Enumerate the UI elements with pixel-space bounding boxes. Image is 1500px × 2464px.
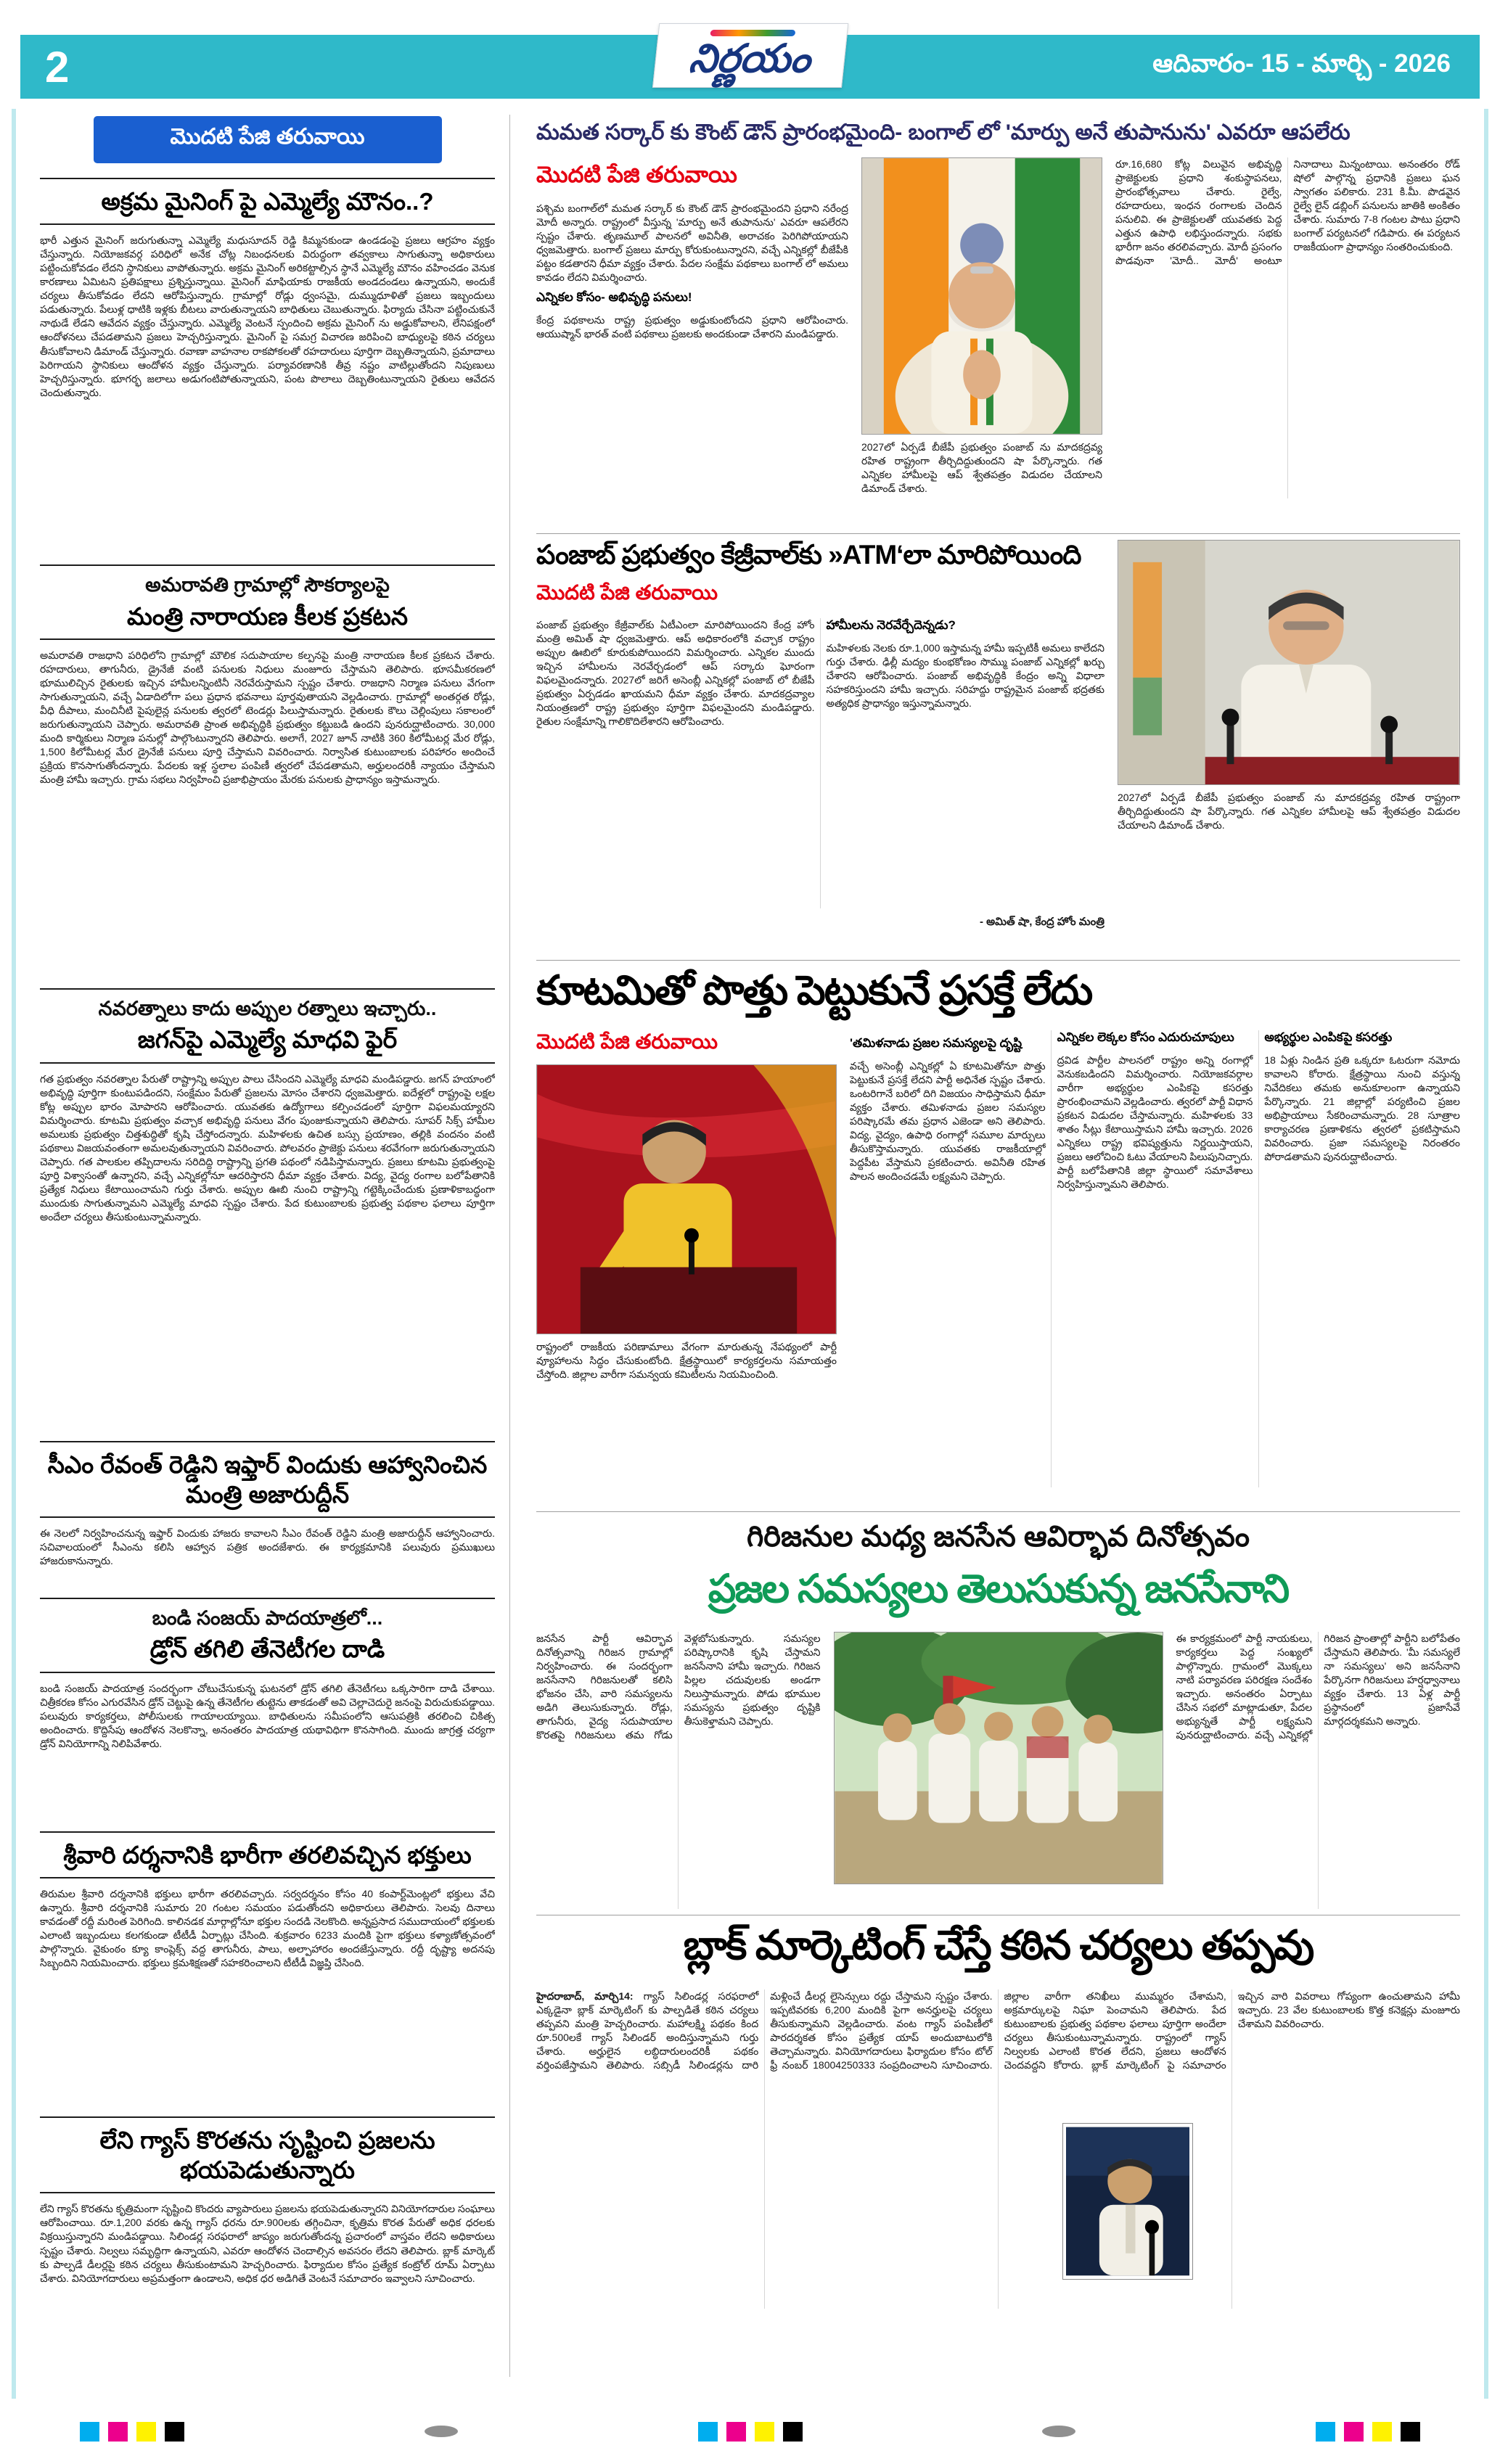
article-madhavi <box>40 988 495 1429</box>
byline: - అమిత్ షా, కేంద్ర హోం మంత్రి <box>979 916 1104 928</box>
headline: మమత సర్కార్ కు కౌంట్ డౌన్ ప్రారంభమైంది- బంగాల్ లో 'మార్పు అనే తుపానును' ఎవరూ ఆపలేరు <box>536 120 1351 144</box>
headline: అక్రమ మైనింగ్ పై ఎమ్మెల్యే మౌనం..? <box>101 188 434 215</box>
reg-group-left <box>80 2422 184 2442</box>
article-body: ఈ కార్యక్రమంలో పార్టీ నాయకులు, కార్యకర్తలు పెద్ద సంఖ్యలో పాల్గొన్నారు. గ్రామంలో మొక్కలు నాటి పర్యావరణ పరిరక్షణ సందేశం ఇచ్చారు. అనంతరం ఏర్పాటు చేసిన సభలో మాట్లాడుతూ, పేదల అభ్యున్నతే పార్టీ లక్ష్యమని పునరుద్ఘాటించారు. వచ్చే ఎన్నికల్లో గిరిజన ప్రాంతాల్లో పార్టీని బలోపేతం చేస్తామని తెలిపారు. 'మీ సమస్యలే నా సమస్యలు' అని జనసేనాని పేర్కొనగా గిరిజనులు హర్షధ్వానాలు వ్యక్తం చేశారు. 13 ఏళ్ల పార్టీ ప్రస్థానంలో ప్రజాసేవే మార్గదర్శకమని అన్నారు. <box>1176 1633 1460 1741</box>
inline-subhead: అభ్యర్థుల ఎంపికపై కసరత్తు <box>1264 1030 1393 1044</box>
article-drone-bees <box>40 1598 495 1820</box>
article-body: అమరావతి రాజధాని పరిధిలోని గ్రామాల్లో మౌలిక సదుపాయాల కల్పనపై మంత్రి నారాయణ కీలక ప్రకటన చేశారు. రహదారులు, తాగునీరు, డ్రైనేజీ వంటి పనులకు నిధులు మంజూరు చేస్తామని తెలిపారు. భూసమీకరణలో భూములిచ్చిన రైతులకు ఇచ్చిన హామీలన్నింటినీ నెరవేరుస్తామని స్పష్టం చేశారు. రాజధాని నిర్మాణ పనులు వేగంగా సాగుతున్నాయని, వచ్చే ఏడాదిలోగా పలు ప్రధాన భవనాలు పూర్తవుతాయని వెల్లడించారు. గ్రామాల్లో అంతర్గత రోడ్లు, వీధి దీపాలు, మంచినీటి పైపులైన్ల పనులకు త్వరలో టెండర్లు పిలుస్తామన్నారు. రైతులకు కౌలు చెల్లింపులు సకాలంలో జరుగుతున్నాయని చెప్పారు. అమరావతి ప్రాంత అభివృద్ధికి ప్రభుత్వం కట్టుబడి ఉందని పునరుద్ఘాటించారు. 30,000 మంది కార్మికులు నిర్మాణ పనుల్లో పాల్గొంటున్నారని తెలిపారు. అలాగే, 2027 జూన్ నాటికి 360 కిలోమీటర్ల మేర రోడ్లు, 1,500 కిలోమీటర్ల మేర డ్రైనేజీ పనులు పూర్తి చేస్తామని వివరించారు. నిర్వాసిత కుటుంబాలకు పరిహారం అందించే ప్రక్రియ కొనసాగుతోందన్నారు. పేదలకు ఇళ్ల స్థలాల పంపిణీ త్వరలో చేపడతామని, అర్హులందరికీ న్యాయం చేస్తామని మంత్రి హామీ ఇచ్చారు. గ్రామ సభలు నిర్వహించి ప్రజాభిప్రాయం మేరకు పనులకు ప్రాధాన్యం ఇస్తామన్నారు. <box>40 649 495 786</box>
article-body: రూ.16,680 కోట్ల విలువైన అభివృద్ధి ప్రాజెక్టులకు ప్రధాని శంకుస్థాపనలు, ప్రారంభోత్సవాలు చేశారు. రైల్వే, రహదారులు, ఇంధన రంగాలకు చెందిన పనులివి. ఈ ప్రాజెక్టులతో యువతకు పెద్ద ఎత్తున ఉపాధి లభిస్తుందన్నారు. సభకు భారీగా జనం తరలివచ్చారు. మోదీ ప్రసంగం పొడవునా 'మోదీ.. మోదీ' అంటూ నినాదాలు మిన్నంటాయి. అనంతరం రోడ్ షోలో పాల్గొన్న ప్రధానికి ప్రజలు ఘన స్వాగతం పలికారు. 231 కి.మీ. పొడవైన రైల్వే లైన్ డబ్లింగ్ పనులను జాతికి అంకితం చేశారు. సుమారు 7-8 గంటల పాటు ప్రధాని బంగాల్ పర్యటనలో గడిపారు. ఈ పర్యటన రాజకీయంగా ప్రాధాన్యం సంతరించుకుంది. <box>1115 158 1460 267</box>
article-srivari <box>40 1831 495 2105</box>
page-number: 2 <box>45 42 70 91</box>
article-body: బండి సంజయ్ పాదయాత్ర సందర్భంగా చోటుచేసుకున్న ఘటనలో డ్రోన్ తగిలి తేనెటీగలు ఒక్కసారిగా దాడి చేశాయి. చిత్రీకరణ కోసం ఎగురవేసిన డ్రోన్ చెట్టుపై ఉన్న తేనెటీగల తుట్టెను తాకడంతో అవి చెల్లాచెదురై జనంపై విరుచుకుపడ్డాయి. పలువురు కార్యకర్తలు, పోలీసులకు గాయాలయ్యాయి. బాధితులను సమీపంలోని ఆసుపత్రికి తరలించి చికిత్స అందించారు. కొద్దిసేపు ఆందోళన నెలకొన్నా, అనంతరం పాదయాత్ర యథావిధిగా కొనసాగింది. ముందు జాగ్రత్త చర్యగా డ్రోన్ వినియోగాన్ని నిలిపివేశారు. <box>40 1682 495 1749</box>
article-body: మహిళలకు నెలకు రూ.1,000 ఇస్తామన్న హామీ ఇప్పటికీ అమలు కాలేదని గుర్తు చేశారు. ఢిల్లీ మద్యం కుంభకోణం సొమ్ము పంజాబ్ ఎన్నికల్లో ఖర్చు చేశారని ఆరోపించారు. పంజాబ్ అభివృద్ధికి కేంద్రం అన్ని విధాలా సహకరిస్తుందని హామీ ఇచ్చారు. సరిహద్దు రాష్ట్రమైన పంజాబ్ భద్రతకు అత్యధిక ప్రాధాన్యం ఇస్తున్నామన్నారు. <box>826 642 1104 710</box>
kicker: బండి సంజయ్ పాదయాత్రలో... <box>152 1607 383 1630</box>
dateline: హైదరాబాద్, మార్చి14: <box>536 1990 634 2002</box>
yellow-swatch <box>755 2422 774 2442</box>
photo-modi <box>861 157 1102 435</box>
headline: లేని గ్యాస్ కొరతను సృష్టించి ప్రజలను భయపెడుతున్నారు <box>99 2126 435 2184</box>
edition-date: ఆదివారం- 15 - మార్చి - 2026 <box>1152 49 1451 78</box>
right-edge-rule <box>1484 109 1488 2399</box>
headline: కూటమితో పొత్తు పెట్టుకునే ప్రసక్తే లేదు <box>536 967 1092 1013</box>
black-swatch <box>165 2422 184 2442</box>
right-column <box>536 115 1460 2377</box>
headline: జగన్‌పై ఎమ్మెల్యే మాధవి ఫైర్ <box>137 1026 398 1054</box>
headline: బ్లాక్ మార్కెటింగ్ చేస్తే కఠిన చర్యలు తప్పవు <box>683 1922 1313 1968</box>
photo-kootami-illustration <box>537 1065 836 1334</box>
article-gas-shortage <box>40 2116 495 2377</box>
magenta-swatch <box>726 2422 746 2442</box>
article-body: ఈ నెలలో నిర్వహించనున్న ఇఫ్తార్ విందుకు హాజరు కావాలని సీఎం రేవంత్ రెడ్డిని మంత్రి అజారుద్దీన్ ఆహ్వానించారు. సచివాలయంలో సీఎంను కలిసి ఆహ్వాన పత్రిక అందజేశారు. ఈ కార్యక్రమానికి పలువురు ప్రముఖులు హాజరుకానున్నారు. <box>40 1527 495 1567</box>
headline: మంత్రి నారాయణ కీలక ప్రకటన <box>126 602 409 630</box>
article-body: లేని గ్యాస్ కొరతను కృత్రిమంగా సృష్టించి కొందరు వ్యాపారులు ప్రజలను భయపెడుతున్నారని వినియోగదారుల సంఘాలు ఆరోపించాయి. రూ.1,200 వరకు ఉన్న గ్యాస్ ధరను రూ.900లకు తగ్గించినా, కృత్రిమ కొరత పేరుతో అధిక ధరలకు విక్రయిస్తున్నారని మండిపడ్డాయి. సిలిండర్ల సరఫరాలో జాప్యం జరుగుతోందన్న ప్రచారంలో వాస్తవం లేదని అధికారులు స్పష్టం చేశారు. నిల్వలు సమృద్ధిగా ఉన్నాయని, ఎవరూ ఆందోళన చెందాల్సిన అవసరం లేదని తెలిపారు. బ్లాక్ మార్కెట్ కు పాల్పడే డీలర్లపై కఠిన చర్యలు తీసుకుంటామని హెచ్చరించారు. ఫిర్యాదుల కోసం ప్రత్యేక కంట్రోల్ రూమ్ ఏర్పాటు చేశారు. వినియోగదారులు అప్రమత్తంగా ఉండాలని, అధిక ధర అడిగితే వెంటనే సమాచారం ఇవ్వాలని సూచించారు. <box>40 2203 495 2284</box>
article-body: భారీ ఎత్తున మైనింగ్ జరుగుతున్నా ఎమ్మెల్యే మధుసూదన్ రెడ్డి కిమ్మనకుండా ఉండడంపై ప్రజలు ఆగ్రహం వ్యక్తం చేస్తున్నారు. నియోజకవర్గ పరిధిలో అనేక చోట్ల నిబంధనలకు విరుద్ధంగా తవ్వకాలు సాగుతున్నా అధికారులు పట్టించుకోవడం లేదని స్థానికులు వాపోతున్నారు. అక్రమ మైనింగ్ అరికట్టాల్సిన స్థానే ఎమ్మెల్యే మౌనం వహించడం వెనుక కారణాలు ఏమిటని ప్రతిపక్షాలు ప్రశ్నిస్తున్నాయి. మైనింగ్ మాఫియాకు రాజకీయ అండదండలు ఉన్నాయని, అందుకే చర్యలు తీసుకోవడం లేదని ఆరోపిస్తున్నారు. గ్రామాల్లో రోడ్లు ధ్వంసమై, దుమ్ముధూళితో ప్రజలు ఇబ్బందులు పడుతున్నారు. పేలుళ్ల ధాటికి ఇళ్లకు బీటలు వారుతున్నాయని బాధితులు చెబుతున్నారు. ఫిర్యాదు చేసినా పట్టించుకునే నాథుడే లేడని ఆవేదన వ్యక్తం చేస్తున్నారు. ఎమ్మెల్యే వెంటనే స్పందించి అక్రమ మైనింగ్ ను అడ్డుకోవాలని, లేనిపక్షంలో ఆందోళనలు చేపడతామని ప్రజలు హెచ్చరిస్తున్నారు. మైనింగ్ పై సమగ్ర విచారణ జరిపించి బాధ్యులపై కఠిన చర్యలు తీసుకోవాలని డిమాండ్ చేస్తున్నారు. రవాణా వాహనాల రాకపోకలతో రహదారులు పూర్తిగా దెబ్బతిన్నాయని, ప్రమాదాలు పెరిగాయని స్థానికులు ఆందోళన వ్యక్తం చేస్తున్నారు. పర్యావరణానికి తీవ్ర నష్టం వాటిల్లుతోందని నిపుణులు హెచ్చరిస్తున్నారు. భూగర్భ జలాలు అడుగంటిపోతున్నాయని, పంట పొలాలు దెబ్బతింటున్నాయని రైతులు ఆవేదన చెందుతున్నారు. <box>40 234 495 398</box>
continuation-label: మొదటి పేజి తరువాయి <box>536 581 718 604</box>
photo-amit-shah <box>1118 540 1460 785</box>
article-body: ద్రవిడ పార్టీల పాలనలో రాష్ట్రం అన్ని రంగాల్లో వెనుకబడిందని విమర్శించారు. నియోజకవర్గాల వారీగా అభ్యర్థుల ఎంపికపై కసరత్తు ప్రారంభించామని వెల్లడించారు. త్వరలో పార్టీ విధాన ప్రకటన విడుదల చేస్తామన్నారు. మహిళలకు 33 శాతం సీట్లు కేటాయిస్తామని హామీ ఇచ్చారు. 2026 ఎన్నికలు రాష్ట్ర భవిష్యత్తును నిర్ణయిస్తాయని, ప్రజలు ఆలోచించి ఓటు వేయాలని పిలుపునిచ్చారు. పార్టీ బలోపేతానికి జిల్లా స్థాయిలో సమావేశాలు నిర్వహిస్తున్నామని తెలిపారు. <box>1057 1054 1253 1191</box>
article-mamata-countdown <box>536 115 1460 534</box>
article-body: 2027లో ఏర్పడే బీజేపీ ప్రభుత్వం పంజాబ్ ను మాదకద్రవ్య రహిత రాష్ట్రంగా తీర్చిదిద్దుతుందని షా పేర్కొన్నారు. గత ఎన్నికల హామీలపై ఆప్ శ్వేతపత్రం విడుదల చేయాలని డిమాండ్ చేశారు. <box>861 441 1102 495</box>
article-body: 18 ఏళ్లు నిండిన ప్రతి ఒక్కరూ ఓటరుగా నమోదు కావాలని కోరారు. క్షేత్రస్థాయి నుంచి వస్తున్న నివేదికలు తమకు అనుకూలంగా ఉన్నాయని పేర్కొన్నారు. 21 జిల్లాల్లో పర్యటించి ప్రజల అభిప్రాయాలు సేకరించామన్నారు. 28 సూత్రాల కార్యాచరణ ప్రణాళికను త్వరలో ప్రకటిస్తామని వివరించారు. ప్రజా సమస్యలపై నిరంతరం పోరాడతామని పునరుద్ఘాటించారు. <box>1264 1054 1460 1163</box>
article-no-alliance <box>536 961 1460 1512</box>
gray-oval-mark <box>425 2426 458 2437</box>
reg-group-right <box>1316 2422 1420 2442</box>
article-body-text: గ్యాస్ సిలిండర్ల సరఫరాలో ఎక్కడైనా బ్లాక్ మార్కెటింగ్ కు పాల్పడితే కఠిన చర్యలు తప్పవని మంత్రి హెచ్చరించారు. మహాలక్ష్మి పథకం కింద రూ.500లకే గ్యాస్ సిలిండర్ అందిస్తున్నామని గుర్తు చేశారు. అర్హులైన లబ్ధిదారులందరికీ పథకం వర్తింపజేస్తామని తెలిపారు. సబ్సిడీ సిలిండర్లను దారి మళ్లించే డీలర్ల లైసెన్సులు రద్దు చేస్తామని స్పష్టం చేశారు. ఇప్పటివరకు 6,200 మందికి పైగా అనర్హులపై చర్యలు తీసుకున్నామని వెల్లడించారు. వంట గ్యాస్ పంపిణీలో పారదర్శకత కోసం ప్రత్యేక యాప్ అందుబాటులోకి తెచ్చామన్నారు. వినియోగదారులు ఫిర్యాదుల కోసం టోల్ ఫ్రీ నంబర్ 18004250333 సంప్రదించాలని సూచించారు. జిల్లాల వారీగా తనిఖీలు ముమ్మరం చేశామని, అక్రమార్కులపై నిఘా పెంచామని తెలిపారు. పేద కుటుంబాలకు ప్రభుత్వ పథకాల ఫలాలు పూర్తిగా అందేలా చర్యలు తీసుకుంటున్నామన్నారు. రాష్ట్రంలో గ్యాస్ నిల్వలకు ఎలాంటి కొరత లేదని, ప్రజలు ఆందోళన చెందవద్దని కోరారు. బ్లాక్ మార్కెటింగ్ పై సమాచారం ఇచ్చిన వారి వివరాలు గోప్యంగా ఉంచుతామని హామీ ఇచ్చారు. 23 వేల కుటుంబాలకు కొత్త కనెక్షన్లు మంజూరు చేశామని వివరించారు. <box>536 1990 1460 2071</box>
article-illegal-mining <box>40 178 495 553</box>
article-body: వచ్చే అసెంబ్లీ ఎన్నికల్లో ఏ కూటమితోనూ పొత్తు పెట్టుకునే ప్రసక్తే లేదని పార్టీ అధినేత స్పష్టం చేశారు. ఒంటరిగానే బరిలో దిగి విజయం సాధిస్తామని ధీమా వ్యక్తం చేశారు. తమిళనాడు ప్రజల సమస్యల పరిష్కారమే తమ ప్రధాన ఎజెండా అని తెలిపారు. విద్య, వైద్యం, ఉపాధి రంగాల్లో సమూల మార్పులు తీసుకొస్తామన్నారు. యువతకు రాజకీయాల్లో పెద్దపీట వేస్తామని ప్రకటించారు. అవినీతి రహిత పాలన అందించడమే లక్ష్యమని చెప్పారు. <box>850 1060 1046 1183</box>
gray-oval-mark <box>1042 2426 1075 2437</box>
article-body: పంజాబ్ ప్రభుత్వం కేజ్రీవాల్‌కు ఏటీఎంలా మారిపోయిందని కేంద్ర హోం మంత్రి అమిత్ షా ధ్వజమెత్తారు. ఆప్ అధికారంలోకి వచ్చాక రాష్ట్రం అప్పుల ఊబిలో కూరుకుపోయిందని విమర్శించారు. ఎన్నికల ముందు ఇచ్చిన హామీలను నెరవేర్చడంలో ఆప్ సర్కారు ఘోరంగా విఫలమైందన్నారు. 2027లో జరిగే అసెంబ్లీ ఎన్నికల్లో పంజాబ్ లో బీజేపీ ప్రభుత్వం ఏర్పడడం ఖాయమని ధీమా వ్యక్తం చేశారు. మాదకద్రవ్యాల నియంత్రణలో రాష్ట్ర ప్రభుత్వం పూర్తిగా విఫలమైందని మండిపడ్డారు. రైతుల సంక్షేమాన్ని గాలికొదిలేశారని ఆరోపించారు. <box>536 619 815 728</box>
masthead-title: నిర్ణయం <box>687 37 813 81</box>
continuation-banner: మొదటి పేజి తరువాయి <box>94 116 442 163</box>
photo-shah-illustration <box>1118 541 1459 784</box>
article-body: తిరుమల శ్రీవారి దర్శనానికి భక్తులు భారీగా తరలివచ్చారు. సర్వదర్శనం కోసం 40 కంపార్ట్‌మెంట్లలో భక్తులు వేచి ఉన్నారు. శ్రీవారి దర్శనానికి సుమారు 20 గంటల సమయం పడుతోందని అధికారులు తెలిపారు. సెలవు దినాలు కావడంతో రద్దీ మరింత పెరిగింది. కాలినడక మార్గాల్లోనూ భక్తుల సందడి నెలకొంది. అన్నప్రసాద సముదాయంలో భక్తులకు ఎలాంటి ఇబ్బందులు కలగకుండా టీటీడీ ఏర్పాట్లు చేసింది. శుక్రవారం 6233 మందికి పైగా భక్తులు కళ్యాణోత్సవంలో పాల్గొన్నారు. వైకుంఠం క్యూ కాంప్లెక్స్ వద్ద తాగునీరు, పాలు, అల్పాహారం అందజేస్తున్నారు. రద్దీ దృష్ట్యా అదనపు సిబ్బందిని నియమించారు. భక్తులు క్రమశిక్షణతో సహకరించాలని టీటీడీ విజ్ఞప్తి చేసింది. <box>40 1887 495 1969</box>
article-body: 2027లో ఏర్పడే బీజేపీ ప్రభుత్వం పంజాబ్ ను మాదకద్రవ్య రహిత రాష్ట్రంగా తీర్చిదిద్దుతుందని షా పేర్కొన్నారు. గత ఎన్నికల హామీలపై ఆప్ శ్వేతపత్రం విడుదల చేయాలని డిమాండ్ చేశారు. <box>1118 792 1460 831</box>
inline-subhead: 'తమిళనాడు ప్రజల సమస్యలపై దృష్టి <box>850 1036 1022 1050</box>
inline-subhead: ఎన్నికల లెక్కల కోసం ఎదురుచూపులు <box>1057 1030 1234 1044</box>
photo-minister-illustration <box>1066 2127 1189 2276</box>
left-column <box>40 115 510 2377</box>
black-swatch <box>1401 2422 1420 2442</box>
headline: పంజాబ్ ప్రభుత్వం కేజ్రీవాల్‌కు »ATM‘లా మారిపోయింది <box>536 540 1081 570</box>
headline: ప్రజల సమస్యలు తెలుసుకున్న జనసేనాని <box>708 1567 1289 1611</box>
kicker: అమరావతి గ్రామాల్లో సౌకర్యాలపై <box>145 574 390 596</box>
continuation-label: మొదటి పేజి తరువాయి <box>536 1030 718 1053</box>
article-body: జనసేన పార్టీ ఆవిర్భావ దినోత్సవాన్ని గిరిజన గ్రామాల్లో నిర్వహించారు. ఈ సందర్భంగా జనసేనాని గిరిజనులతో కలిసి భోజనం చేసి, వారి సమస్యలను అడిగి తెలుసుకున్నారు. రోడ్లు, తాగునీరు, వైద్య సదుపాయాల కొరతపై గిరిజనులు తమ గోడు వెళ్లబోసుకున్నారు. సమస్యల పరిష్కారానికి కృషి చేస్తామని జనసేనాని హామీ ఇచ్చారు. గిరిజన పిల్లల చదువులకు అండగా నిలుస్తామన్నారు. పోడు భూముల సమస్యను ప్రభుత్వం దృష్టికి తీసుకెళ్తామని చెప్పారు. <box>536 1633 821 1741</box>
photo-janasena-illustration <box>835 1633 1163 1884</box>
kicker: నవరత్నాలు కాదు అప్పుల రత్నాలు ఇచ్చారు.. <box>98 997 437 1019</box>
inline-subhead: ఎన్నికల కోసం- అభివృద్ధి పనులు! <box>536 290 692 305</box>
article-body: కేంద్ర పథకాలను రాష్ట్ర ప్రభుత్వం అడ్డుకుంటోందని ప్రధాని ఆరోపించారు. ఆయుష్మాన్ భారత్ వంటి పథకాలు ప్రజలకు అందకుండా చేశారని మండిపడ్డారు. <box>536 314 848 340</box>
yellow-swatch <box>1372 2422 1392 2442</box>
article-narayana <box>40 564 495 977</box>
reg-group-center <box>698 2422 803 2442</box>
continuation-label: మొదటి పేజి తరువాయి <box>536 162 737 187</box>
headline: శ్రీవారి దర్శనానికి భారీగా తరలివచ్చిన భక్తులు <box>63 1841 472 1868</box>
magenta-swatch <box>1344 2422 1364 2442</box>
masthead-box <box>652 23 848 88</box>
cyan-swatch <box>698 2422 718 2442</box>
inline-subhead: హామీలను నెరవేర్చేదెన్నడు? <box>826 618 956 632</box>
print-registration-marks <box>0 2420 1500 2442</box>
masthead-decoration <box>710 30 795 36</box>
photo-minister-mic <box>1063 2124 1192 2279</box>
kicker: గిరిజనుల మధ్య జనసేన ఆవిర్భావ దినోత్సవం <box>746 1521 1250 1553</box>
article-iftar <box>40 1441 495 1587</box>
photo-modi-illustration <box>862 158 1102 434</box>
headline: డ్రోన్ తగిలి తేనెటీగల దాడి <box>149 1635 385 1663</box>
photo-leader-speaking <box>536 1064 837 1334</box>
page-content <box>40 115 1460 2377</box>
cyan-swatch <box>80 2422 99 2442</box>
article-body <box>536 1989 1460 2072</box>
magenta-swatch <box>108 2422 128 2442</box>
article-body: రాష్ట్రంలో రాజకీయ పరిణామాలు వేగంగా మారుతున్న నేపథ్యంలో పార్టీ వ్యూహాలను సిద్ధం చేసుకుంటోంది. క్షేత్రస్థాయిలో కార్యకర్తలను సమాయత్తం చేస్తోంది. జిల్లాల వారీగా సమన్వయ కమిటీలను నియమించింది. <box>536 1341 837 1381</box>
left-edge-rule <box>12 109 16 2399</box>
photo-janasena-group <box>834 1632 1163 1884</box>
cyan-swatch <box>1316 2422 1335 2442</box>
yellow-swatch <box>136 2422 156 2442</box>
article-body: పశ్చిమ బంగాల్‌లో మమత సర్కార్ కు కౌంట్ డౌన్ ప్రారంభమైందని ప్రధాని నరేంద్ర మోదీ అన్నారు. రాష్ట్రంలో వీస్తున్న 'మార్పు అనే తుపానును' ఎవరూ ఆపలేరని స్పష్టం చేశారు. తృణమూల్ పాలనలో అవినీతి, అరాచకం పెరిగిపోయాయని ధ్వజమెత్తారు. బంగాల్ ప్రజలు మార్పు కోరుకుంటున్నారని, వచ్చే ఎన్నికల్లో బీజేపీకి పట్టం కడతారని ధీమా వ్యక్తం చేశారు. పేదల సంక్షేమ పథకాలు బంగాల్ లో అమలు కావడం లేదని విమర్శించారు. <box>536 202 848 284</box>
black-swatch <box>783 2422 803 2442</box>
article-janasena-anniversary <box>536 1512 1460 1915</box>
page-header <box>20 35 1480 99</box>
article-punjab-atm <box>536 534 1460 961</box>
headline: సీఎం రేవంత్ రెడ్డిని ఇఫ్తార్ విందుకు ఆహ్వానించిన మంత్రి అజారుద్దీన్ <box>47 1450 488 1508</box>
article-black-marketing <box>536 1915 1460 2322</box>
article-body: గత ప్రభుత్వం నవరత్నాల పేరుతో రాష్ట్రాన్ని అప్పుల పాలు చేసిందని ఎమ్మెల్యే మాధవి మండిపడ్డారు. జగన్ హయాంలో అభివృద్ధి పూర్తిగా కుంటుపడిందని, సంక్షేమం పేరుతో ప్రజలను మోసం చేశారని ధ్వజమెత్తారు. ఐదేళ్లలో రాష్ట్రంపై లక్షల కోట్ల అప్పుల భారం మోపారని ఆరోపించారు. యువతకు ఉద్యోగాలు కల్పించడంలో పూర్తిగా విఫలమయ్యారని విమర్శించారు. కూటమి ప్రభుత్వం వచ్చాక అభివృద్ధి పనులు వేగం పుంజుకున్నాయని తెలిపారు. సూపర్ సిక్స్ హామీల అమలుకు ప్రభుత్వం చిత్తశుద్ధితో కృషి చేస్తోందన్నారు. మహిళలకు ఉచిత బస్సు ప్రయాణం, తల్లికి వందనం వంటి పథకాలు విజయవంతంగా అమలవుతున్నాయని వివరించారు. పోలవరం ప్రాజెక్టు పనులు శరవేగంగా జరుగుతున్నాయని చెప్పారు. గత పాలకుల తప్పిదాలను సరిదిద్ది రాష్ట్రాన్ని ప్రగతి పథంలో నడిపిస్తామన్నారు. ప్రజలు కూటమి ప్రభుత్వంపై పూర్తి విశ్వాసంతో ఉన్నారని, వచ్చే ఎన్నికల్లోనూ ఆదరిస్తారని ధీమా వ్యక్తం చేశారు. విద్య, వైద్య రంగాల బలోపేతానికి ప్రత్యేక నిధులు కేటాయించామని గుర్తు చేశారు. అప్పుల ఊబి నుంచి రాష్ట్రాన్ని గట్టెక్కించేందుకు ప్రణాళికాబద్ధంగా ముందుకు సాగుతున్నామని ఎమ్మెల్యే మాధవి స్పష్టం చేశారు. పేద కుటుంబాలకు ప్రభుత్వ పథకాల ఫలాలు పూర్తిగా అందేలా చర్యలు తీసుకుంటున్నామన్నారు. <box>40 1072 495 1223</box>
